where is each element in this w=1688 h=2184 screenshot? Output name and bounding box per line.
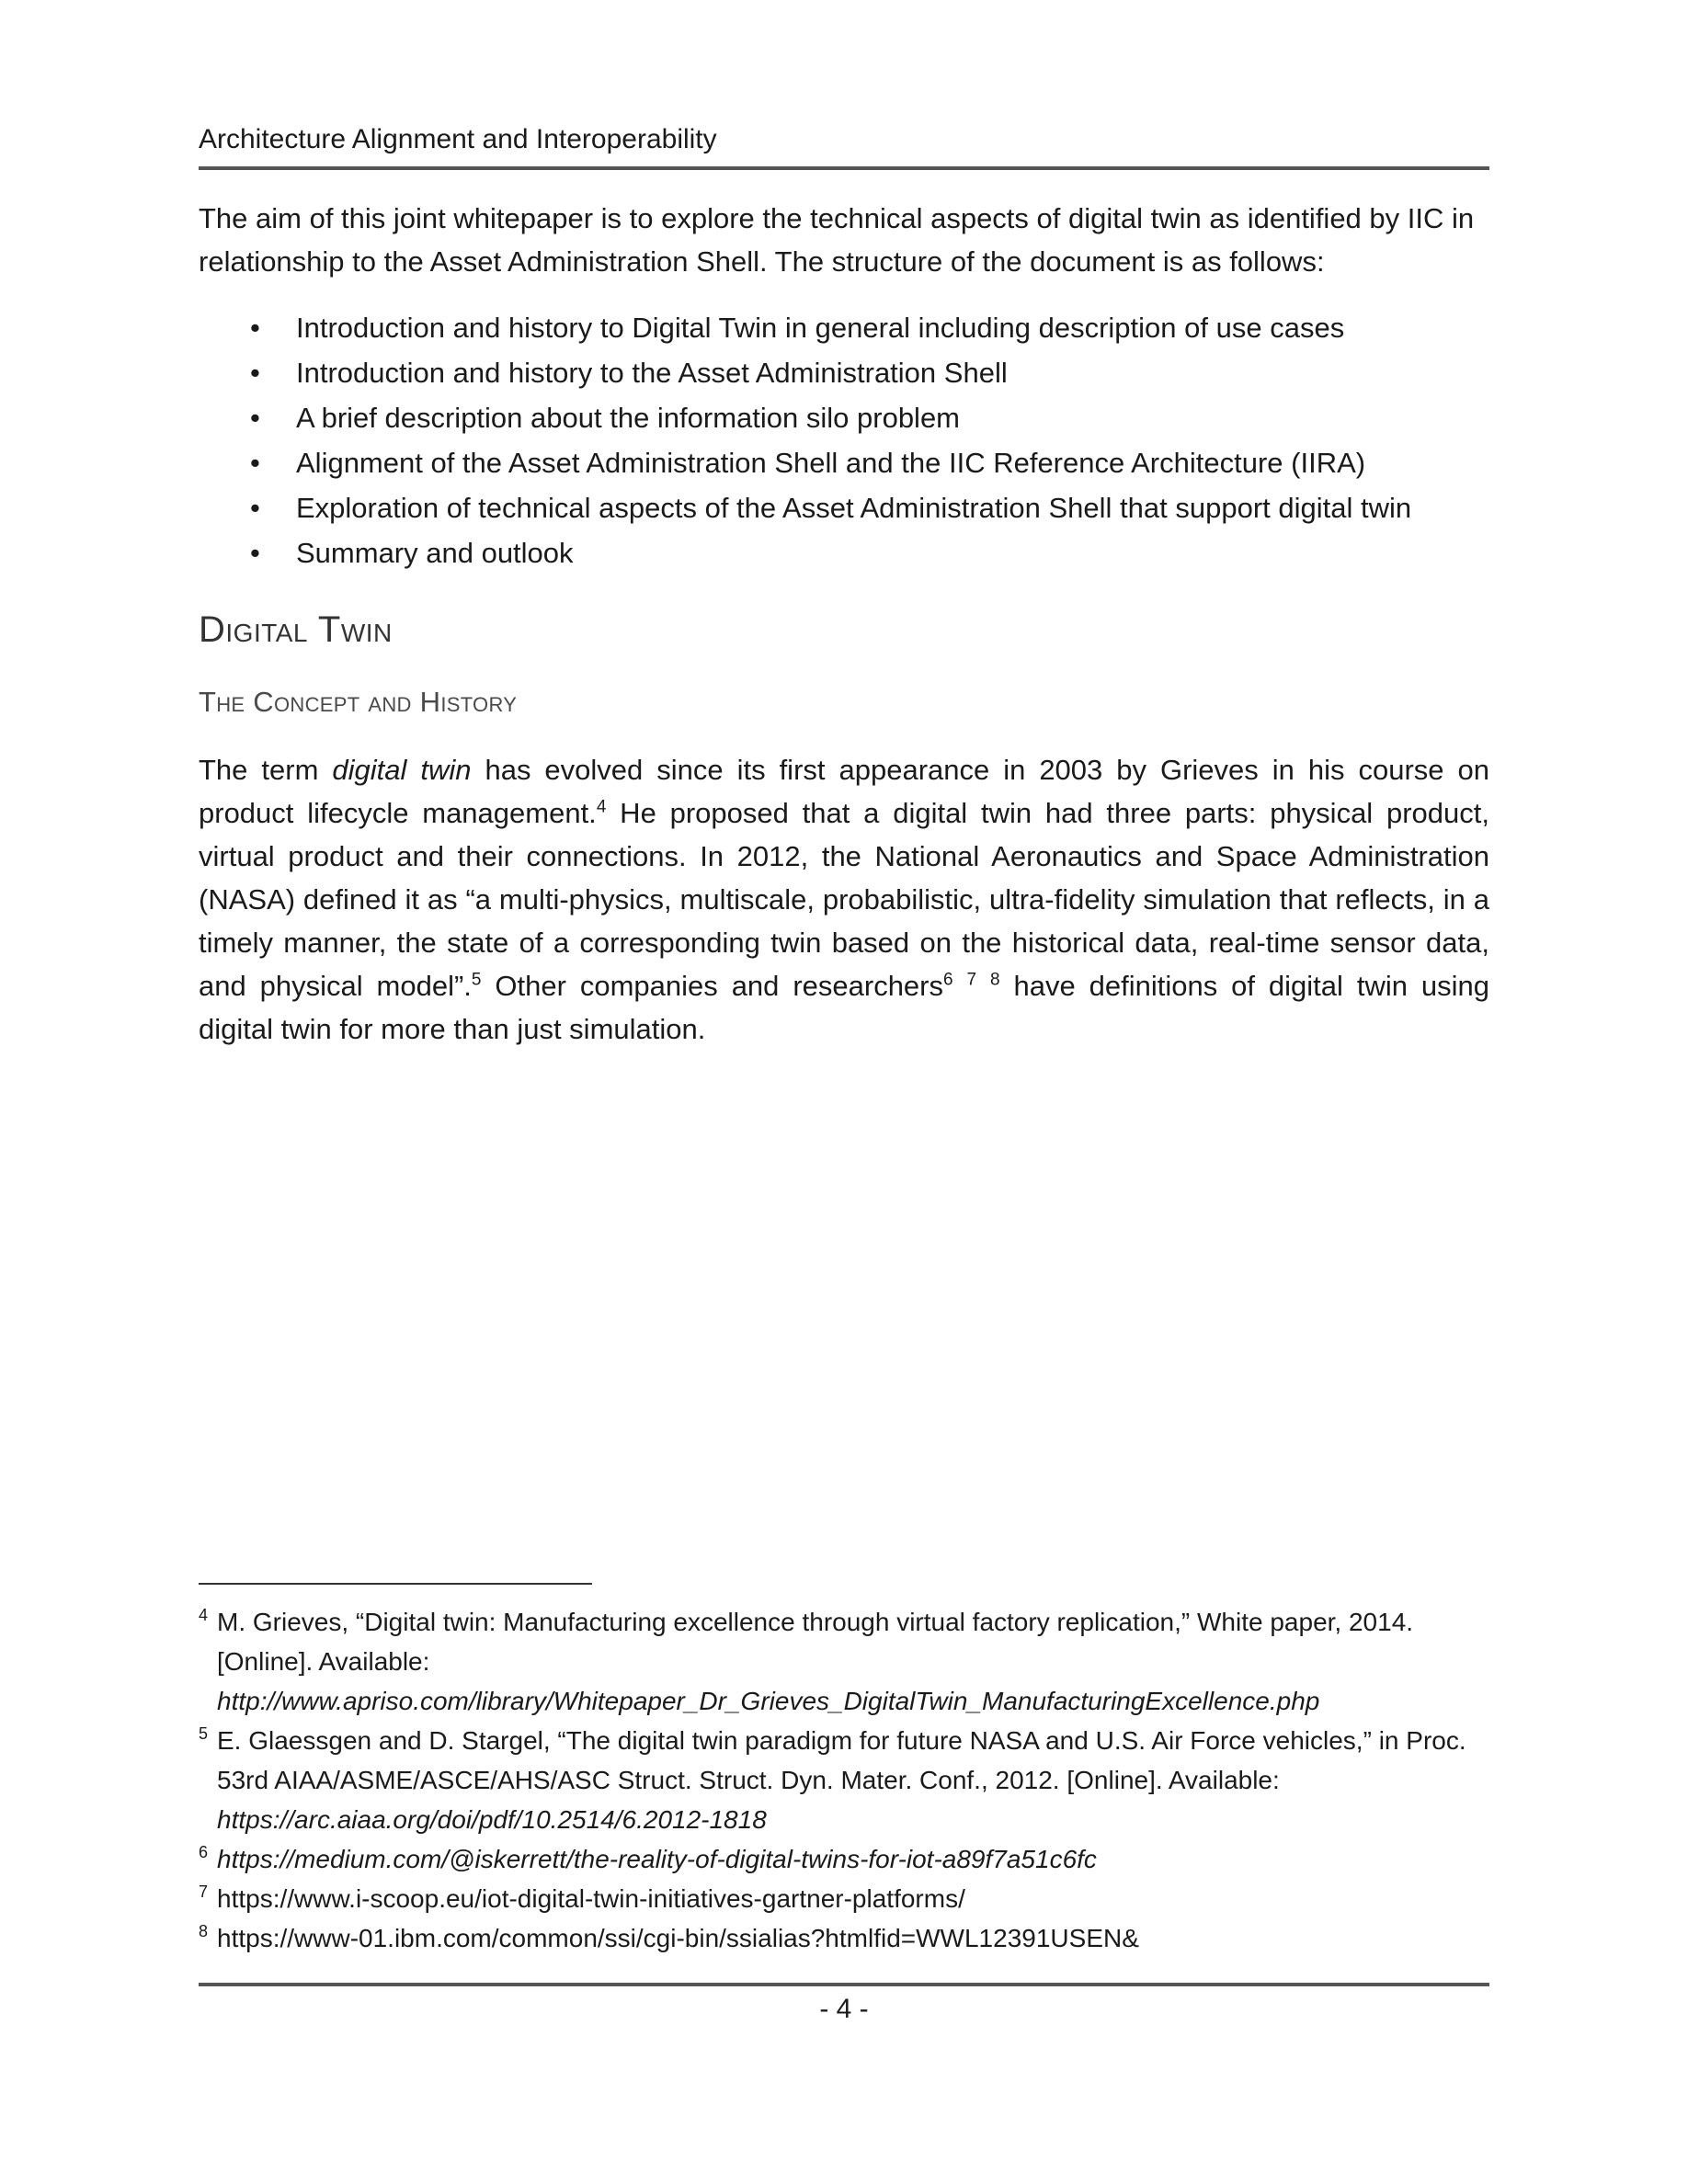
- footnote-ref-5[interactable]: 5: [471, 970, 482, 990]
- outline-item-text: Introduction and history to the Asset Administration Shell: [296, 357, 1008, 389]
- footnote-link[interactable]: https://www-01.ibm.com/common/ssi/cgi-bin/ssialias?htmlfid=WWL12391USEN&: [217, 1924, 1139, 1952]
- footnote-link[interactable]: http://www.apriso.com/library/Whitepaper_Dr_Grieves_DigitalTwin_ManufacturingExcellence.php: [217, 1687, 1320, 1715]
- body-text: have definitions of digital twin using digital twin for more than just simulation.: [199, 970, 1489, 1045]
- footnote-4: [199, 1602, 1489, 1721]
- footnote-number: 8: [199, 1922, 209, 1940]
- footnote-number: 7: [199, 1883, 209, 1901]
- page-number: - 4 -: [819, 1994, 869, 2024]
- outline-item-text: Exploration of technical aspects of the Asset Administration Shell that support digital twin: [296, 492, 1412, 524]
- outline-item: [199, 485, 1489, 530]
- outline-item: [199, 530, 1489, 575]
- running-header: Architecture Alignment and Interoperability: [199, 124, 717, 154]
- body-text: He proposed that a digital twin had three parts: physical product, virtual product and their connections. In 2012, the National Aeronautics and Space Administration (NASA) defined it as “a multi-physics, multiscale, probabilistic, ultra-fidelity simulation that reflects, in a timely manner, the state of a corresponding twin based on the historical data, real-time sensor data, and physical model”.: [199, 797, 1490, 1002]
- footnote-separator: [199, 1583, 592, 1585]
- footnote-text: M. Grieves, “Digital twin: Manufacturing excellence through virtual factory replication,” White paper, 2014. [Online]. Available:: [217, 1608, 1414, 1676]
- document-page: [199, 0, 1489, 2184]
- bullet-icon: •: [250, 447, 260, 479]
- footnote-link[interactable]: https://medium.com/@iskerrett/the-reality-of-digital-twins-for-iot-a89f7a51c6fc: [217, 1845, 1097, 1873]
- body-text: Other companies and researchers: [481, 970, 944, 1002]
- footnote-ref-6[interactable]: 6: [943, 970, 953, 990]
- section-heading: Digital Twin: [199, 609, 393, 650]
- defined-term: digital twin: [332, 754, 472, 786]
- footnote-number: 6: [199, 1843, 209, 1861]
- footnote-link[interactable]: https://www.i-scoop.eu/iot-digital-twin-initiatives-gartner-platforms/: [217, 1884, 965, 1913]
- bullet-icon: •: [250, 312, 260, 344]
- outline-item: [199, 350, 1489, 395]
- footnote-number: 4: [199, 1606, 209, 1624]
- outline-item-text: Alignment of the Asset Administration Shell and the IIC Reference Architecture (IIRA): [296, 447, 1366, 479]
- subsection-heading: The Concept and History: [199, 686, 518, 718]
- footnote-ref-4[interactable]: 4: [596, 797, 607, 817]
- outline-item: [199, 305, 1489, 350]
- outline-item-text: Summary and outlook: [296, 537, 574, 569]
- footnote-number: 5: [199, 1724, 209, 1743]
- body-text: has evolved since its first appearance in 2003 by Grieves in his course on product lifecycle management.: [199, 754, 1489, 829]
- footnote-text: E. Glaessgen and D. Stargel, “The digital twin paradigm for future NASA and U.S. Air Force vehicles,” in Proc. 53rd AIAA/ASME/ASCE/AHS/ASC Struct. Struct. Dyn. Mater. Conf., 2012. [Online]. Available:: [217, 1726, 1466, 1794]
- footnote-ref-8[interactable]: 8: [990, 970, 1000, 990]
- footnote-ref-7[interactable]: 7: [966, 970, 977, 990]
- bullet-icon: •: [250, 537, 260, 569]
- body-paragraph: [199, 748, 1489, 1051]
- footnotes: [199, 1602, 1489, 1958]
- outline-item: [199, 440, 1489, 485]
- document-outline-list: [199, 305, 1489, 575]
- body-text: The term: [199, 754, 333, 786]
- bullet-icon: •: [250, 357, 260, 389]
- footnote-5: [199, 1721, 1489, 1839]
- footnote-link[interactable]: https://arc.aiaa.org/doi/pdf/10.2514/6.2012-1818: [217, 1805, 767, 1834]
- bullet-icon: •: [250, 492, 260, 524]
- footer-rule: [199, 1983, 1489, 1986]
- outline-item-text: A brief description about the information silo problem: [296, 402, 961, 434]
- outline-item: [199, 395, 1489, 440]
- footnote-7: [199, 1879, 1489, 1918]
- footnote-8: [199, 1918, 1489, 1958]
- bullet-icon: •: [250, 402, 260, 434]
- header-rule: [199, 166, 1489, 170]
- outline-item-text: Introduction and history to Digital Twin in general including description of use cases: [296, 312, 1345, 344]
- intro-paragraph: The aim of this joint whitepaper is to explore the technical aspects of digital twin as identified by IIC in relationship to the Asset Administration Shell. The structure of the document is as follows:: [199, 202, 1475, 278]
- footnote-6: [199, 1839, 1489, 1879]
